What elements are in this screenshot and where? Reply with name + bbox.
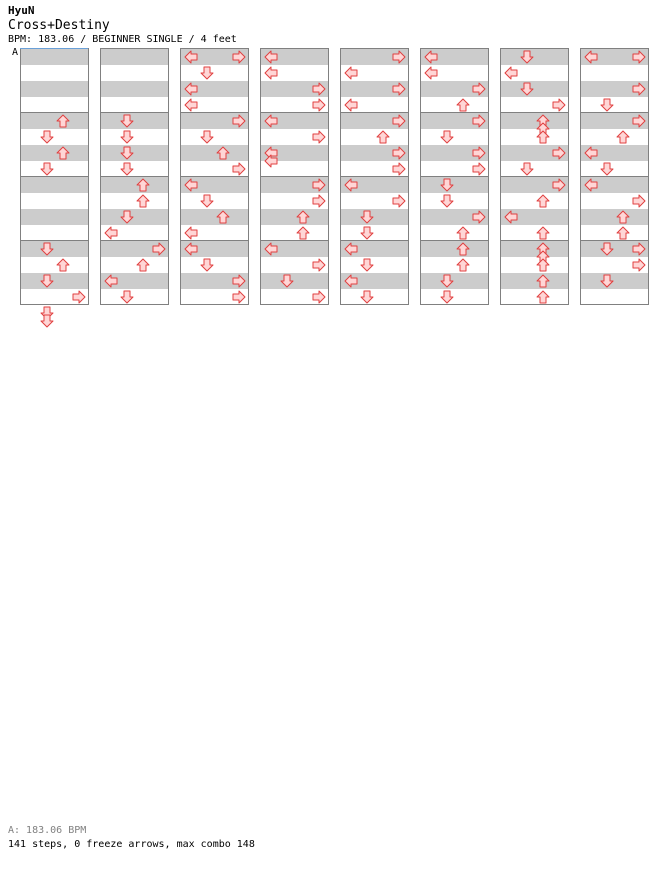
up-arrow-note: [56, 114, 70, 128]
right-arrow-note: [312, 290, 326, 304]
left-arrow-note: [424, 50, 438, 64]
down-arrow-note: [440, 274, 454, 288]
right-arrow-note: [312, 258, 326, 272]
left-arrow-note: [584, 50, 598, 64]
beat-stripe: [581, 273, 648, 289]
left-arrow-note: [184, 98, 198, 112]
measure-line: [101, 176, 168, 177]
up-arrow-note: [456, 258, 470, 272]
down-arrow-note: [40, 130, 54, 144]
up-arrow-note: [536, 226, 550, 240]
left-arrow-note: [344, 98, 358, 112]
beat-stripe: [101, 49, 168, 65]
measure-line: [501, 240, 568, 241]
down-arrow-note: [200, 194, 214, 208]
down-arrow-note: [40, 162, 54, 176]
down-arrow-note: [200, 130, 214, 144]
bpm-marker-line: [20, 48, 88, 49]
measure-line: [261, 112, 328, 113]
right-arrow-note: [392, 194, 406, 208]
beat-stripe: [501, 113, 568, 129]
beat-stripe: [21, 177, 88, 193]
right-arrow-note: [392, 50, 406, 64]
left-arrow-note: [264, 50, 278, 64]
up-arrow-note: [296, 226, 310, 240]
down-arrow-note: [360, 226, 374, 240]
measure-line: [261, 240, 328, 241]
measure-line: [21, 112, 88, 113]
beat-stripe: [21, 113, 88, 129]
down-arrow-note: [440, 194, 454, 208]
measure-line: [581, 112, 648, 113]
down-arrow-note: [520, 162, 534, 176]
left-arrow-note: [584, 146, 598, 160]
left-arrow-note: [184, 178, 198, 192]
measure-line: [21, 176, 88, 177]
chart-column: [580, 48, 649, 305]
right-arrow-note: [472, 82, 486, 96]
beat-stripe: [101, 145, 168, 161]
up-arrow-note: [136, 194, 150, 208]
left-arrow-note: [264, 66, 278, 80]
beat-stripe: [21, 209, 88, 225]
left-arrow-note: [264, 154, 278, 168]
left-arrow-note: [264, 242, 278, 256]
up-arrow-note: [616, 226, 630, 240]
measure-line: [181, 240, 248, 241]
beat-stripe: [261, 273, 328, 289]
left-arrow-note: [344, 66, 358, 80]
left-arrow-note: [184, 50, 198, 64]
right-arrow-note: [232, 162, 246, 176]
beat-stripe: [421, 241, 488, 257]
beat-stripe: [341, 209, 408, 225]
right-arrow-note: [472, 114, 486, 128]
left-arrow-note: [184, 226, 198, 240]
left-arrow-note: [184, 242, 198, 256]
up-arrow-note: [216, 146, 230, 160]
right-arrow-note: [632, 258, 646, 272]
right-arrow-note: [472, 146, 486, 160]
down-arrow-note: [40, 314, 54, 328]
up-arrow-note: [536, 258, 550, 272]
measure-line: [101, 240, 168, 241]
measure-line: [421, 240, 488, 241]
up-arrow-note: [616, 130, 630, 144]
right-arrow-note: [552, 98, 566, 112]
left-arrow-note: [504, 210, 518, 224]
right-arrow-note: [472, 210, 486, 224]
measure-line: [21, 240, 88, 241]
up-arrow-note: [56, 146, 70, 160]
artist-name: HyuN: [8, 4, 35, 17]
right-arrow-note: [72, 290, 86, 304]
up-arrow-note: [536, 274, 550, 288]
beat-stripe: [21, 273, 88, 289]
left-arrow-note: [504, 66, 518, 80]
left-arrow-note: [264, 114, 278, 128]
step-stats: 141 steps, 0 freeze arrows, max combo 148: [8, 839, 255, 850]
measure-line: [181, 112, 248, 113]
beat-stripe: [101, 209, 168, 225]
measure-line: [501, 112, 568, 113]
measure-line: [341, 240, 408, 241]
up-arrow-note: [56, 258, 70, 272]
right-arrow-note: [232, 50, 246, 64]
up-arrow-note: [536, 290, 550, 304]
up-arrow-note: [456, 242, 470, 256]
bpm-marker-label: A: [12, 47, 19, 58]
up-arrow-note: [296, 210, 310, 224]
beat-stripe: [501, 49, 568, 65]
down-arrow-note: [360, 290, 374, 304]
down-arrow-note: [600, 98, 614, 112]
beat-stripe: [501, 273, 568, 289]
right-arrow-note: [312, 194, 326, 208]
down-arrow-note: [520, 50, 534, 64]
right-arrow-note: [312, 178, 326, 192]
measure-line: [341, 176, 408, 177]
left-arrow-note: [104, 226, 118, 240]
right-arrow-note: [232, 114, 246, 128]
beat-stripe: [501, 241, 568, 257]
beat-stripe: [181, 145, 248, 161]
right-arrow-note: [632, 114, 646, 128]
up-arrow-note: [136, 178, 150, 192]
right-arrow-note: [472, 162, 486, 176]
right-arrow-note: [392, 162, 406, 176]
beat-stripe: [181, 209, 248, 225]
down-arrow-note: [440, 178, 454, 192]
down-arrow-note: [200, 66, 214, 80]
up-arrow-note: [536, 194, 550, 208]
right-arrow-note: [552, 146, 566, 160]
down-arrow-note: [120, 114, 134, 128]
chart-info: BPM: 183.06 / BEGINNER SINGLE / 4 feet: [8, 34, 237, 45]
measure-line: [501, 176, 568, 177]
measure-line: [181, 176, 248, 177]
beat-stripe: [101, 177, 168, 193]
left-arrow-note: [104, 274, 118, 288]
chart-column: [20, 48, 89, 305]
down-arrow-note: [120, 162, 134, 176]
up-arrow-note: [536, 130, 550, 144]
down-arrow-note: [120, 130, 134, 144]
beat-stripe: [21, 241, 88, 257]
beat-stripe: [21, 49, 88, 65]
measure-line: [341, 112, 408, 113]
measure-line: [421, 112, 488, 113]
right-arrow-note: [312, 130, 326, 144]
beat-stripe: [261, 209, 328, 225]
right-arrow-note: [632, 50, 646, 64]
up-arrow-note: [616, 210, 630, 224]
right-arrow-note: [632, 242, 646, 256]
right-arrow-note: [632, 194, 646, 208]
beat-stripe: [581, 209, 648, 225]
down-arrow-note: [600, 242, 614, 256]
down-arrow-note: [120, 290, 134, 304]
right-arrow-note: [152, 242, 166, 256]
down-arrow-note: [600, 274, 614, 288]
right-arrow-note: [552, 178, 566, 192]
beat-stripe: [21, 81, 88, 97]
left-arrow-note: [344, 178, 358, 192]
up-arrow-note: [456, 98, 470, 112]
chart-column: [500, 48, 569, 305]
down-arrow-note: [600, 162, 614, 176]
bpm-summary: A: 183.06 BPM: [8, 825, 87, 836]
beat-stripe: [421, 177, 488, 193]
right-arrow-note: [312, 98, 326, 112]
measure-line: [581, 240, 648, 241]
left-arrow-note: [344, 274, 358, 288]
down-arrow-note: [280, 274, 294, 288]
chart-column: [180, 48, 249, 305]
left-arrow-note: [584, 178, 598, 192]
right-arrow-note: [392, 146, 406, 160]
down-arrow-note: [40, 242, 54, 256]
beat-stripe: [421, 273, 488, 289]
beat-stripe: [21, 145, 88, 161]
down-arrow-note: [360, 210, 374, 224]
measure-line: [581, 176, 648, 177]
down-arrow-note: [520, 82, 534, 96]
chart-column: [340, 48, 409, 305]
left-arrow-note: [344, 242, 358, 256]
beat-stripe: [101, 113, 168, 129]
down-arrow-note: [440, 130, 454, 144]
left-arrow-note: [184, 82, 198, 96]
up-arrow-note: [376, 130, 390, 144]
right-arrow-note: [312, 82, 326, 96]
chart-footer: [8, 824, 255, 852]
measure-line: [261, 176, 328, 177]
right-arrow-note: [232, 274, 246, 288]
down-arrow-note: [200, 258, 214, 272]
chart-column: [260, 48, 329, 305]
chart-column: [100, 48, 169, 305]
measure-line: [421, 176, 488, 177]
up-arrow-note: [456, 226, 470, 240]
down-arrow-note: [40, 274, 54, 288]
up-arrow-note: [136, 258, 150, 272]
right-arrow-note: [392, 82, 406, 96]
down-arrow-note: [120, 210, 134, 224]
right-arrow-note: [392, 114, 406, 128]
beat-stripe: [501, 81, 568, 97]
down-arrow-note: [440, 290, 454, 304]
song-title: Cross+Destiny: [8, 18, 110, 33]
chart-column: [420, 48, 489, 305]
down-arrow-note: [360, 258, 374, 272]
right-arrow-note: [632, 82, 646, 96]
right-arrow-note: [232, 290, 246, 304]
down-arrow-note: [120, 146, 134, 160]
left-arrow-note: [424, 66, 438, 80]
beat-stripe: [101, 81, 168, 97]
up-arrow-note: [216, 210, 230, 224]
measure-line: [101, 112, 168, 113]
